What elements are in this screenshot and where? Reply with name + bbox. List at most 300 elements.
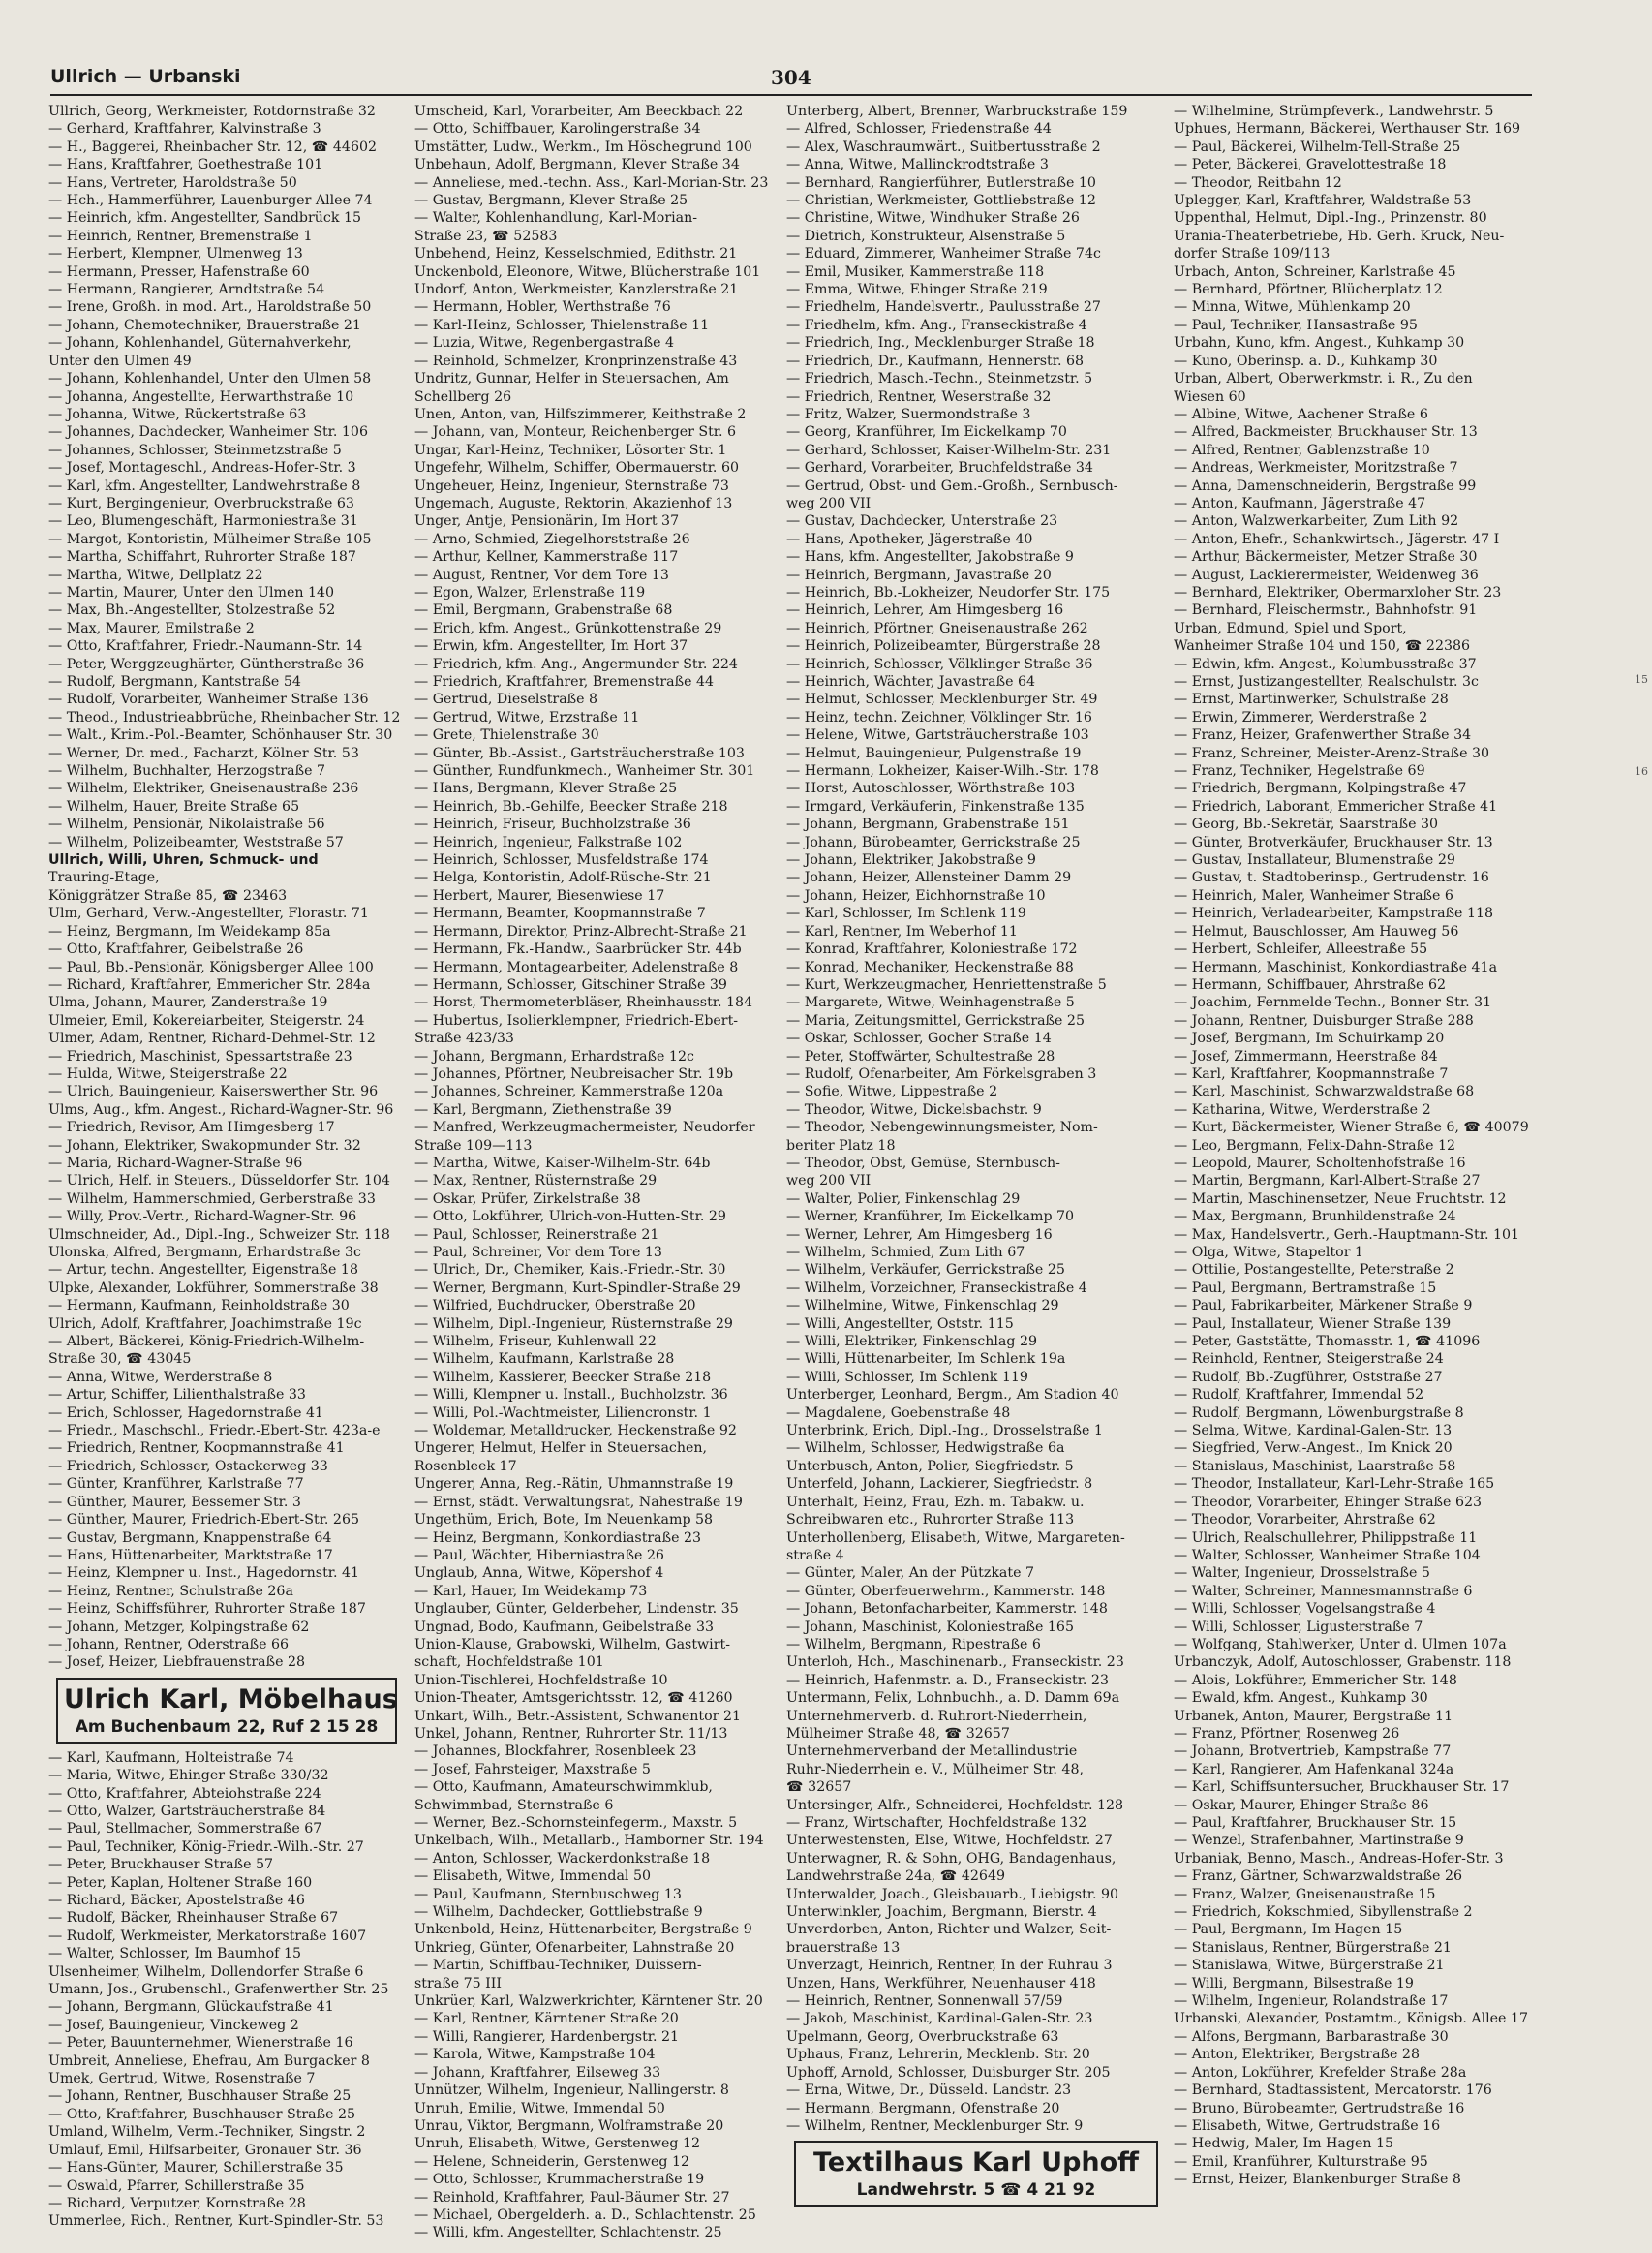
directory-entry: Ungethüm, Erich, Bote, Im Neuenkamp 58 xyxy=(414,1512,714,1528)
directory-entry: Untermann, Felix, Lohnbuchh., a. D. Damm 69a xyxy=(786,1690,1120,1707)
directory-entry: — Hans, Bergmann, Klever Straße 25 xyxy=(414,781,678,797)
directory-entry: — Hans, Apotheker, Jägerstraße 40 xyxy=(786,531,1033,547)
directory-entry: — Kurt, Bäckermeister, Wiener Straße 6, ☎ 40079 xyxy=(1174,1120,1529,1136)
directory-entry: — Heinz, Bergmann, Im Weidekamp 85a xyxy=(48,923,331,940)
directory-entry: Ulma, Johann, Maurer, Zanderstraße 19 xyxy=(48,995,328,1011)
directory-entry: — Ulrich, Realschullehrer, Philippstraße 11 xyxy=(1174,1529,1478,1546)
directory-entry: — Gerhard, Vorarbeiter, Bruchfeldstraße 34 xyxy=(786,460,1093,477)
directory-entry: — Friedrich, Bergmann, Kolpingstraße 47 xyxy=(1174,781,1467,797)
directory-entry: — Peter, Bauunternehmer, Wienerstraße 16 xyxy=(48,2035,353,2052)
directory-entry: — Paul, Schreiner, Vor dem Tore 13 xyxy=(414,1245,662,1260)
directory-entry: — Otto, Kraftfahrer, Buschhauser Straße 25 xyxy=(48,2106,356,2122)
directory-entry: — Wilfried, Buchdrucker, Oberstraße 20 xyxy=(414,1298,696,1314)
directory-entry: — Wilhelm, Verkäufer, Gerrickstraße 25 xyxy=(786,1262,1065,1279)
directory-entry: Umbreit, Anneliese, Ehefrau, Am Burgacker 8 xyxy=(48,2052,370,2069)
directory-entry: — Heinrich, Schlosser, Völklinger Straße 36 xyxy=(786,656,1093,672)
directory-entry: — Wilhelm, Schmied, Zum Lith 67 xyxy=(786,1245,1025,1260)
directory-entry: — Paul, Installateur, Wiener Straße 139 xyxy=(1174,1315,1452,1332)
directory-entry: — Gustav, Bergmann, Knappenstraße 64 xyxy=(48,1529,332,1546)
directory-entry: — Erwin, Zimmerer, Werderstraße 2 xyxy=(1174,709,1428,725)
directory-entry: Unglauber, Günter, Gelderbeher, Lindenstr. 35 xyxy=(414,1601,739,1618)
directory-entry: — Kurt, Bergingenieur, Overbruckstraße 63 xyxy=(48,495,354,511)
directory-entry: — Albine, Witwe, Aachener Straße 6 xyxy=(1174,406,1428,422)
directory-entry: — Paul, Bäckerei, Wilhelm-Tell-Straße 25 xyxy=(1174,139,1461,155)
directory-entry: — Heinz, Bergmann, Konkordiastraße 23 xyxy=(414,1529,702,1546)
directory-entry: — Wilhelm, Pensionär, Nikolaistraße 56 xyxy=(48,817,325,833)
directory-entry: — Max, Bergmann, Brunhildenstraße 24 xyxy=(1174,1209,1456,1225)
directory-entry: Ungerer, Helmut, Helfer in Steuersachen, xyxy=(414,1440,708,1457)
directory-entry: — Woldemar, Metalldrucker, Heckenstraße 92 xyxy=(414,1423,737,1439)
directory-entry: weg 200 VII xyxy=(786,495,872,511)
directory-entry: Urban, Edmund, Spiel und Sport, xyxy=(1174,620,1407,636)
directory-entry: — Helene, Schneiderin, Gerstenweg 12 xyxy=(414,2153,689,2170)
directory-entry: Ungefehr, Wilhelm, Schiffer, Obermauerstr. 60 xyxy=(414,460,740,477)
directory-entry: — Hermann, Direktor, Prinz-Albrecht-Straße 21 xyxy=(414,923,748,940)
directory-entry: — Johann, Kohlenhandel, Unter den Ulmen 58 xyxy=(48,371,372,387)
directory-entry: — Willi, Pol.-Wachtmeister, Liliencronstr. 1 xyxy=(414,1404,712,1421)
directory-entry: Trauring-Etage, xyxy=(48,870,160,886)
directory-entry: — Hermann, Schiffbauer, Ahrstraße 62 xyxy=(1174,976,1447,993)
directory-entry: — Heinrich, Maler, Wanheimer Straße 6 xyxy=(1174,887,1453,904)
directory-entry: — Josef, Bauingenieur, Vinckeweg 2 xyxy=(48,2017,299,2033)
directory-entry: — Paul, Schlosser, Reinerstraße 21 xyxy=(414,1226,659,1243)
directory-entry: Landwehrstraße 24a, ☎ 42649 xyxy=(786,1868,1006,1885)
directory-entry: — Bruno, Bürobeamter, Gertrudstraße 16 xyxy=(1174,2100,1465,2116)
directory-entry: — Martha, Schiffahrt, Ruhrorter Straße 187 xyxy=(48,549,356,566)
directory-entry: — Friedrich, kfm. Ang., Angermunder Str. 224 xyxy=(414,656,738,672)
directory-entry: — Werner, Kranführer, Im Eickelkamp 70 xyxy=(786,1209,1075,1225)
directory-entry: — Rudolf, Bergmann, Kantstraße 54 xyxy=(48,674,301,690)
directory-entry: Unterfeld, Johann, Lackierer, Siegfriedstr. 8 xyxy=(786,1476,1093,1493)
directory-entry: — Hermann, Montagearbeiter, Adelenstraße 8 xyxy=(414,959,739,975)
directory-entry: — Walt., Krim.-Pol.-Beamter, Schönhauser Str. 30 xyxy=(48,727,393,744)
directory-entry: — Alex, Waschraumwärt., Suitbertusstraße 2 xyxy=(786,139,1101,155)
directory-entry: — Johann, Bergmann, Erhardstraße 12c xyxy=(414,1048,694,1065)
directory-entry: — Friedrich, Maschinist, Spessartstraße 23 xyxy=(48,1048,352,1065)
directory-entry: — Arno, Schmied, Ziegelhorststraße 26 xyxy=(414,531,690,547)
directory-entry: Unterwalder, Joach., Gleisbauarb., Liebigstr. 90 xyxy=(786,1886,1119,1902)
directory-entry: ☎ 32657 xyxy=(786,1779,852,1796)
directory-entry: Unterwestensten, Else, Witwe, Hochfeldstr. 27 xyxy=(786,1833,1113,1849)
directory-entry: — Martin, Maurer, Unter den Ulmen 140 xyxy=(48,584,335,601)
margin-mark: 16 xyxy=(1635,765,1648,778)
directory-entry: — Karl, Kraftfahrer, Koopmannstraße 7 xyxy=(1174,1065,1449,1082)
directory-entry: — Gerhard, Schlosser, Kaiser-Wilhelm-Str. 231 xyxy=(786,442,1112,458)
advertisement-title: Textilhaus Karl Uphoff xyxy=(812,2147,1140,2178)
directory-entry: Wanheimer Straße 104 und 150, ☎ 22386 xyxy=(1174,638,1471,655)
directory-entry: — Heinrich, kfm. Angestellter, Sandbrück 15 xyxy=(48,210,362,227)
directory-entry: — Wilhelm, Hauer, Breite Straße 65 xyxy=(48,798,300,815)
directory-entry: — Alfons, Bergmann, Barbarastraße 30 xyxy=(1174,2028,1449,2045)
directory-entry: — Johann, Rentner, Buschhauser Straße 25 xyxy=(48,2088,352,2105)
directory-entry: — Wenzel, Strafenbahner, Martinstraße 9 xyxy=(1174,1833,1464,1849)
directory-entry: — Theodor, Installateur, Karl-Lehr-Straße 165 xyxy=(1174,1476,1495,1493)
directory-entry: — Johann, Betonfacharbeiter, Kammerstr. 148 xyxy=(786,1601,1108,1618)
directory-entry: Urbahn, Kuno, kfm. Angest., Kuhkamp 30 xyxy=(1174,335,1465,352)
directory-entry: Unger, Antje, Pensionärin, Im Hort 37 xyxy=(414,513,680,530)
directory-entry: Ruhr-Niederrhein e. V., Mülheimer Str. 48, xyxy=(786,1761,1084,1777)
directory-entry: weg 200 VII xyxy=(786,1173,872,1189)
directory-entry: — Heinrich, Verladearbeiter, Kampstraße 118 xyxy=(1174,906,1494,922)
directory-entry: — Willi, kfm. Angestellter, Schlachtenstr. 25 xyxy=(414,2225,722,2241)
directory-entry: — Hans, Hüttenarbeiter, Marktstraße 17 xyxy=(48,1547,333,1563)
directory-entry: — Wilhelmine, Strümpfeverk., Landwehrstr. 5 xyxy=(1174,104,1494,119)
directory-entry: — Paul, Fabrikarbeiter, Märkener Straße 9 xyxy=(1174,1298,1473,1314)
directory-entry: — Horst, Thermometerbläser, Rheinhausstr. 184 xyxy=(414,995,753,1011)
directory-entry: — Wilhelm, Kaufmann, Karlstraße 28 xyxy=(414,1351,675,1368)
directory-entry: Unkenbold, Heinz, Hüttenarbeiter, Bergstraße 9 xyxy=(414,1922,752,1938)
directory-entry: — Anna, Damenschneiderin, Bergstraße 99 xyxy=(1174,478,1477,494)
directory-entry: — Ernst, Justizangestellter, Realschulstr. 3c xyxy=(1174,674,1479,690)
directory-entry: — Leo, Blumengeschäft, Harmoniestraße 31 xyxy=(48,513,358,530)
directory-entry: — Werner, Bez.-Schornsteinfegerm., Maxstr. 5 xyxy=(414,1815,738,1831)
directory-entry: — Günter, Kranführer, Karlstraße 77 xyxy=(48,1476,304,1493)
directory-entry: Ullrich, Georg, Werkmeister, Rotdornstraße 32 xyxy=(48,104,376,119)
directory-entry: — Anneliese, med.-techn. Ass., Karl-Morian-Str. 23 xyxy=(414,174,769,191)
directory-entry: — Johann, van, Monteur, Reichenberger Str. 6 xyxy=(414,424,737,441)
directory-entry: — Hermann, Kaufmann, Reinholdstraße 30 xyxy=(48,1298,350,1314)
directory-entry: — Walter, Kohlenhandlung, Karl-Morian- xyxy=(414,210,698,227)
directory-entry: — Oswald, Pfarrer, Schillerstraße 35 xyxy=(48,2177,305,2194)
directory-entry: — Edwin, kfm. Angest., Kolumbusstraße 37 xyxy=(1174,656,1477,672)
directory-entry: — Stanislaus, Rentner, Bürgerstraße 21 xyxy=(1174,1939,1452,1956)
directory-entry: Schreibwaren etc., Ruhrorter Straße 113 xyxy=(786,1512,1075,1528)
directory-entry: Unter den Ulmen 49 xyxy=(48,353,192,369)
directory-entry: — Erwin, kfm. Angestellter, Im Hort 37 xyxy=(414,638,688,655)
directory-entry: — Josef, Bergmann, Im Schuirkamp 20 xyxy=(1174,1031,1445,1047)
directory-entry: — Willi, Schlosser, Im Schlenk 119 xyxy=(786,1369,1028,1385)
directory-entry: — Maria, Zeitungsmittel, Gerrickstraße 25 xyxy=(786,1012,1085,1029)
directory-entry: — Friedrich, Revisor, Am Himgesberg 17 xyxy=(48,1120,335,1136)
directory-entry: — Johann, Heizer, Allensteiner Damm 29 xyxy=(786,870,1072,886)
directory-entry: Unkrieg, Günter, Ofenarbeiter, Lahnstraße 20 xyxy=(414,1939,735,1956)
directory-entry: — Helmut, Schlosser, Mecklenburger Str. 49 xyxy=(786,692,1098,708)
directory-entry: — Herbert, Maurer, Biesenwiese 17 xyxy=(414,887,665,904)
directory-entry: — Jakob, Maschinist, Kardinal-Galen-Str. 23 xyxy=(786,2011,1093,2027)
directory-entry: — Willi, Schlosser, Vogelsangstraße 4 xyxy=(1174,1601,1436,1618)
directory-entry: — Elisabeth, Witwe, Gertrudstraße 16 xyxy=(1174,2117,1441,2134)
directory-entry: Unkart, Wilh., Betr.-Assistent, Schwanentor 21 xyxy=(414,1708,742,1724)
directory-entry: Union-Tischlerei, Hochfeldstraße 10 xyxy=(414,1672,668,1688)
directory-entry: — Manfred, Werkzeugmachermeister, Neudorfer xyxy=(414,1120,755,1136)
directory-entry: Uphaus, Franz, Lehrerin, Mecklenb. Str. 20 xyxy=(786,2047,1090,2063)
directory-entry: — Paul, Wächter, Hiberniastraße 26 xyxy=(414,1547,664,1563)
directory-entry: Königgrätzer Straße 85, ☎ 23463 xyxy=(48,887,288,904)
directory-entry: — Heinrich, Ingenieur, Falkstraße 102 xyxy=(414,834,683,850)
directory-entry: — Luzia, Witwe, Regenbergastraße 4 xyxy=(414,335,675,352)
directory-entry: — Günter, Maler, An der Pützkate 7 xyxy=(786,1565,1035,1582)
directory-entry: — Arthur, Kellner, Kammerstraße 117 xyxy=(414,549,679,566)
directory-entry: — Karl, Kaufmann, Holteistraße 74 xyxy=(48,1749,294,1766)
directory-entry: Rosenbleek 17 xyxy=(414,1458,517,1474)
directory-entry: — Rudolf, Ofenarbeiter, Am Förkelsgraben 3 xyxy=(786,1065,1097,1082)
directory-entry: Straße 30, ☎ 43045 xyxy=(48,1351,192,1368)
directory-entry: — Selma, Witwe, Kardinal-Galen-Str. 13 xyxy=(1174,1423,1453,1439)
directory-entry: — Gustav, t. Stadtoberinsp., Gertrudenstr. 16 xyxy=(1174,870,1489,886)
directory-entry: Urbanski, Alexander, Postamtm., Königsb. Allee 17 xyxy=(1174,2011,1529,2027)
directory-entry: — Willi, Elektriker, Finkenschlag 29 xyxy=(786,1334,1037,1350)
directory-entry: Ulpke, Alexander, Lokführer, Sommerstraße 38 xyxy=(48,1280,379,1296)
directory-entry: — Gertrud, Witwe, Erzstraße 11 xyxy=(414,709,640,725)
directory-entry: — Alfred, Schlosser, Friedenstraße 44 xyxy=(786,121,1052,138)
directory-entry: — Josef, Zimmermann, Heerstraße 84 xyxy=(1174,1048,1438,1065)
directory-entry: Ulonska, Alfred, Bergmann, Erhardstraße 3c xyxy=(48,1245,361,1260)
directory-entry: Straße 23, ☎ 52583 xyxy=(414,228,558,244)
directory-entry: — Wilhelm, Elektriker, Gneisenaustraße 236 xyxy=(48,781,359,797)
page-number: 304 xyxy=(771,66,811,89)
directory-entry: Schwimmbad, Sternstraße 6 xyxy=(414,1797,614,1813)
directory-entry: Unterberger, Leonhard, Bergm., Am Stadion 40 xyxy=(786,1387,1119,1404)
directory-entry: — Heinrich, Wächter, Javastraße 64 xyxy=(786,674,1036,690)
directory-entry: — Wolfgang, Stahlwerker, Unter d. Ulmen 107a xyxy=(1174,1636,1507,1652)
directory-entry: — Wilhelm, Polizeibeamter, Weststraße 57 xyxy=(48,834,344,850)
directory-entry: — Ulrich, Dr., Chemiker, Kais.-Friedr.-Str. 30 xyxy=(414,1262,726,1279)
directory-entry: — Franz, Techniker, Hegelstraße 69 xyxy=(1174,763,1425,780)
directory-entry: — Hermann, Beamter, Koopmannstraße 7 xyxy=(414,906,706,922)
directory-entry: — Martin, Schiffbau-Techniker, Duissern- xyxy=(414,1958,702,1974)
directory-entry: — Emil, Musiker, Kammerstraße 118 xyxy=(786,263,1045,280)
advertisement-subline: Landwehrstr. 5 ☎ 4 21 92 xyxy=(856,2180,1096,2201)
directory-entry: — Bernhard, Pförtner, Blücherplatz 12 xyxy=(1174,282,1443,298)
directory-entry: — Walter, Polier, Finkenschlag 29 xyxy=(786,1190,1021,1207)
directory-entry: — Johann, Heizer, Eichhornstraße 10 xyxy=(786,887,1046,904)
directory-entry: — Gertrud, Obst- und Gem.-Großh., Sernbusch- xyxy=(786,478,1118,494)
directory-entry: — Albert, Bäckerei, König-Friedrich-Wilhelm- xyxy=(48,1334,365,1350)
directory-entry: — Willi, Klempner u. Install., Buchholzstr. 36 xyxy=(414,1387,728,1404)
directory-entry: — Hans, Kraftfahrer, Goethestraße 101 xyxy=(48,157,323,173)
directory-entry: — Johannes, Blockfahrer, Rosenbleek 23 xyxy=(414,1744,697,1760)
directory-entry: — Herbert, Schleifer, Alleestraße 55 xyxy=(1174,941,1428,958)
directory-entry: Ulm, Gerhard, Verw.-Angestellter, Florastr. 71 xyxy=(48,906,369,922)
directory-entry: — Walter, Ingenieur, Drosselstraße 5 xyxy=(1174,1565,1430,1582)
directory-entry: — Richard, Verputzer, Kornstraße 28 xyxy=(48,2195,306,2211)
directory-entry: Union-Klause, Grabowski, Wilhelm, Gastwirt- xyxy=(414,1636,730,1652)
directory-entry: — Johannes, Schlosser, Steinmetzstraße 5 xyxy=(48,442,342,458)
directory-entry: — Heinz, Schiffsführer, Ruhrorter Straße 187 xyxy=(48,1601,366,1618)
directory-entry: — Joachim, Fernmelde-Techn., Bonner Str. 31 xyxy=(1174,995,1492,1011)
directory-entry: — Rudolf, Kraftfahrer, Immendal 52 xyxy=(1174,1387,1424,1404)
directory-entry: — Karl, Rentner, Im Weberhof 11 xyxy=(786,923,1018,940)
directory-entry: — Karl, Maschinist, Schwarzwaldstraße 68 xyxy=(1174,1084,1475,1100)
directory-entry: — Hermann, Schlosser, Gitschiner Straße 39 xyxy=(414,976,727,993)
directory-entry: — Erich, kfm. Angest., Grünkottenstraße 29 xyxy=(414,620,722,636)
directory-entry: Ummerlee, Rich., Rentner, Kurt-Spindler-Str. 53 xyxy=(48,2213,384,2230)
directory-entry: — Richard, Bäcker, Apostelstraße 46 xyxy=(48,1893,305,1908)
directory-entry: — Heinrich, Bb.-Gehilfe, Beecker Straße 218 xyxy=(414,798,728,815)
directory-entry: — Andreas, Werkmeister, Moritzstraße 7 xyxy=(1174,460,1458,477)
directory-entry: — Karl-Heinz, Schlosser, Thielenstraße 11 xyxy=(414,317,710,333)
directory-entry: Ulrich, Adolf, Kraftfahrer, Joachimstraße 19c xyxy=(48,1315,362,1332)
directory-entry: — Friedr., Maschschl., Friedr.-Ebert-Str. 423a-e xyxy=(48,1423,381,1439)
directory-entry: — Peter, Kaplan, Holtener Straße 160 xyxy=(48,1874,313,1891)
directory-entry: Unterloh, Hch., Maschinenarb., Franseckistr. 23 xyxy=(786,1654,1124,1671)
directory-entry: — Franz, Walzer, Gneisenaustraße 15 xyxy=(1174,1886,1436,1902)
directory-entry: — Oskar, Maurer, Ehinger Straße 86 xyxy=(1174,1797,1429,1813)
directory-entry: — Heinrich, Hafenmstr. a. D., Franseckistr. 23 xyxy=(786,1672,1109,1688)
directory-entry: — Wilhelm, Rentner, Mecklenburger Str. 9 xyxy=(786,2117,1084,2134)
directory-entry: straße 75 III xyxy=(414,1975,502,1991)
directory-entry: — Gerhard, Kraftfahrer, Kalvinstraße 3 xyxy=(48,121,321,138)
directory-entry: — Reinhold, Rentner, Steigerstraße 24 xyxy=(1174,1351,1444,1368)
directory-entry: Unzen, Hans, Werkführer, Neuenhauser 418 xyxy=(786,1975,1096,1991)
directory-entry: — Peter, Werggzeughärter, Güntherstraße 36 xyxy=(48,656,365,672)
directory-entry: Ulms, Aug., kfm. Angest., Richard-Wagner-Str. 96 xyxy=(48,1101,394,1118)
directory-entry: — Rudolf, Werkmeister, Merkatorstraße 1607 xyxy=(48,1928,367,1944)
directory-entry: — Emil, Bergmann, Grabenstraße 68 xyxy=(414,602,673,619)
directory-entry: — Michael, Obergelderh. a. D., Schlachtenstr. 25 xyxy=(414,2207,756,2223)
directory-entry: — Werner, Bergmann, Kurt-Spindler-Straße 29 xyxy=(414,1280,741,1296)
directory-entry: — Friedrich, Kraftfahrer, Bremenstraße 44 xyxy=(414,674,715,690)
directory-column-1 xyxy=(48,103,405,2230)
directory-entry: — Anton, Schlosser, Wackerdonkstraße 18 xyxy=(414,1850,711,1867)
directory-entry: — Minna, Witwe, Mühlenkamp 20 xyxy=(1174,299,1411,316)
directory-entry: — Karl, Rentner, Kärntener Straße 20 xyxy=(414,2011,679,2027)
directory-entry: — Maria, Richard-Wagner-Straße 96 xyxy=(48,1155,303,1171)
directory-entry: — Karl, Bergmann, Ziethenstraße 39 xyxy=(414,1101,672,1118)
directory-entry: — Günther, Maurer, Friedrich-Ebert-Str. 265 xyxy=(48,1512,360,1528)
directory-entry: — Günther, Maurer, Bessemer Str. 3 xyxy=(48,1494,301,1510)
directory-entry: — Ulrich, Helf. in Steuers., Düsseldorfer Str. 104 xyxy=(48,1173,390,1189)
directory-entry: Unverzagt, Heinrich, Rentner, In der Ruhrau 3 xyxy=(786,1958,1113,1974)
directory-entry: — Arthur, Bäckermeister, Metzer Straße 30 xyxy=(1174,549,1478,566)
directory-entry: — Georg, Kranführer, Im Eickelkamp 70 xyxy=(786,424,1067,441)
directory-entry: Straße 109—113 xyxy=(414,1137,533,1154)
directory-entry: — Theod., Industrieabbrüche, Rheinbacher Str. 12 xyxy=(48,709,401,725)
directory-entry: — Eduard, Zimmerer, Wanheimer Straße 74c xyxy=(786,246,1101,262)
directory-entry: — Ernst, Martinwerker, Schulstraße 28 xyxy=(1174,692,1449,708)
directory-entry: — Ernst, Heizer, Blankenburger Straße 8 xyxy=(1174,2172,1461,2188)
directory-entry: Uphues, Hermann, Bäckerei, Werthauser Str. 169 xyxy=(1174,121,1521,138)
directory-entry: Untersinger, Alfr., Schneiderei, Hochfeldstr. 128 xyxy=(786,1797,1124,1813)
directory-entry: Ulmschneider, Ad., Dipl.-Ing., Schweizer Str. 118 xyxy=(48,1226,390,1243)
directory-entry: Upelmann, Georg, Overbruckstraße 63 xyxy=(786,2028,1059,2045)
advertisement-box xyxy=(56,1678,397,1744)
directory-entry: — Wilhelmine, Witwe, Finkenschlag 29 xyxy=(786,1298,1059,1314)
advertisement-subline: Am Buchenbaum 22, Ruf 2 15 28 xyxy=(75,1716,379,1737)
directory-entry: Unbehaun, Adolf, Bergmann, Klever Straße 34 xyxy=(414,157,740,173)
directory-entry: — Heinz, techn. Zeichner, Völklinger Str. 16 xyxy=(786,709,1092,725)
directory-entry: — Heinrich, Lehrer, Am Himgesberg 16 xyxy=(786,602,1064,619)
directory-entry: schaft, Hochfeldstraße 101 xyxy=(414,1654,604,1671)
directory-entry: — Peter, Gaststätte, Thomasstr. 1, ☎ 41096 xyxy=(1174,1334,1481,1350)
directory-entry: — Karl, kfm. Angestellter, Landwehrstraße 8 xyxy=(48,478,361,494)
directory-column-3 xyxy=(786,103,1166,2224)
directory-entry: Ungnad, Bodo, Kaufmann, Geibelstraße 33 xyxy=(414,1619,715,1635)
directory-entry: — Willi, Rangierer, Hardenbergstr. 21 xyxy=(414,2028,680,2045)
directory-entry: — Herbert, Klempner, Ulmenweg 13 xyxy=(48,246,303,262)
directory-entry: — Karola, Witwe, Kampstraße 104 xyxy=(414,2047,656,2063)
directory-entry: — Josef, Montageschl., Andreas-Hofer-Str. 3 xyxy=(48,460,356,477)
directory-entry: — Hermann, Bergmann, Ofenstraße 20 xyxy=(786,2100,1060,2116)
directory-entry: Unverdorben, Anton, Richter und Walzer, Seit- xyxy=(786,1922,1112,1938)
directory-entry: — Theodor, Nebengewinnungsmeister, Nom- xyxy=(786,1120,1098,1136)
directory-entry: Urania-Theaterbetriebe, Hb. Gerh. Kruck, Neu- xyxy=(1174,228,1505,244)
directory-entry: Urbanczyk, Adolf, Autoschlosser, Grabenstr. 118 xyxy=(1174,1654,1512,1671)
directory-entry: — Katharina, Witwe, Werderstraße 2 xyxy=(1174,1101,1431,1118)
directory-entry: — Johann, Rentner, Oderstraße 66 xyxy=(48,1636,290,1652)
directory-entry: — Heinrich, Pförtner, Gneisenaustraße 262 xyxy=(786,620,1088,636)
directory-entry: — Olga, Witwe, Stapeltor 1 xyxy=(1174,1245,1364,1260)
directory-entry: — Horst, Autoschlosser, Wörthstraße 103 xyxy=(786,781,1076,797)
directory-entry: Unrau, Viktor, Bergmann, Wolframstraße 20 xyxy=(414,2117,724,2134)
directory-entry: — Karl, Schiffsuntersucher, Bruckhauser Str. 17 xyxy=(1174,1779,1510,1796)
directory-column-4 xyxy=(1174,103,1540,2224)
directory-entry: — Anton, Ehefr., Schankwirtsch., Jägerstr. 47 I xyxy=(1174,531,1500,547)
directory-entry: — Walter, Schreiner, Mannesmannstraße 6 xyxy=(1174,1583,1473,1599)
directory-entry: — Wilhelm, Vorzeichner, Franseckistraße 4 xyxy=(786,1280,1087,1296)
directory-entry: — Bernhard, Rangierführer, Butlerstraße 10 xyxy=(786,174,1096,191)
directory-entry: Uphoff, Arnold, Schlosser, Duisburger Str. 205 xyxy=(786,2064,1111,2081)
directory-entry: — Johann, Rentner, Duisburger Straße 288 xyxy=(1174,1012,1474,1029)
directory-entry: — Friedrich, Dr., Kaufmann, Hennerstr. 68 xyxy=(786,353,1085,369)
directory-entry: — August, Lackierermeister, Weidenweg 36 xyxy=(1174,567,1479,583)
directory-entry: Umland, Wilhelm, Verm.-Techniker, Singstr. 2 xyxy=(48,2124,366,2141)
directory-entry: — Johannes, Schreiner, Kammerstraße 120a xyxy=(414,1084,724,1100)
directory-entry: — Friedrich, Laborant, Emmericher Straße 41 xyxy=(1174,798,1498,815)
directory-entry: — Max, Bh.-Angestellter, Stolzestraße 52 xyxy=(48,602,336,619)
directory-entry: Schellberg 26 xyxy=(414,388,512,405)
directory-entry: — Kurt, Werkzeugmacher, Henriettenstraße 5 xyxy=(786,976,1107,993)
directory-entry: — Hubertus, Isolierklempner, Friedrich-Ebert- xyxy=(414,1012,739,1029)
directory-entry: — Theodor, Obst, Gemüse, Sternbusch- xyxy=(786,1155,1060,1171)
directory-entry: — Otto, Schiffbauer, Karolingerstraße 34 xyxy=(414,121,701,138)
directory-entry: — Helmut, Bauschlosser, Am Hauweg 56 xyxy=(1174,923,1459,940)
directory-entry: — Reinhold, Schmelzer, Kronprinzenstraße 43 xyxy=(414,353,738,369)
directory-entry: Ulmeier, Emil, Kokereiarbeiter, Steigerstr. 24 xyxy=(48,1012,365,1029)
directory-entry: — Martha, Witwe, Kaiser-Wilhelm-Str. 64b xyxy=(414,1155,711,1171)
directory-entry: — Wilhelm, Bergmann, Ripestraße 6 xyxy=(786,1636,1041,1652)
running-head-names: Ullrich — Urbanski xyxy=(50,66,241,87)
directory-entry: — Ottilie, Postangestellte, Peterstraße 2 xyxy=(1174,1262,1454,1279)
directory-entry: — Erich, Schlosser, Hagedornstraße 41 xyxy=(48,1404,324,1421)
directory-entry: — Karl, Schlosser, Im Schlenk 119 xyxy=(786,906,1026,922)
directory-entry: Umek, Gertrud, Witwe, Rosenstraße 7 xyxy=(48,2071,316,2087)
directory-entry: — Friedrich, Rentner, Koopmannstraße 41 xyxy=(48,1440,345,1457)
directory-entry: — Günter, Brotverkäufer, Bruckhauser Str. 13 xyxy=(1174,834,1493,850)
directory-entry: — Paul, Bb.-Pensionär, Königsberger Allee 100 xyxy=(48,959,374,975)
directory-entry: — Otto, Lokführer, Ulrich-von-Hutten-Str. 29 xyxy=(414,1209,726,1225)
directory-entry: — Hermann, Lokheizer, Kaiser-Wilh.-Str. 178 xyxy=(786,763,1099,780)
directory-entry: — Martin, Bergmann, Karl-Albert-Straße 27 xyxy=(1174,1173,1481,1189)
directory-entry: Unruh, Elisabeth, Witwe, Gerstenweg 12 xyxy=(414,2136,701,2152)
directory-entry: Unterhollenberg, Elisabeth, Witwe, Margareten- xyxy=(786,1529,1125,1546)
directory-entry: — Alfred, Rentner, Gablenzstraße 10 xyxy=(1174,442,1430,458)
directory-entry: — Christine, Witwe, Windhuker Straße 26 xyxy=(786,210,1080,227)
directory-entry: — Bernhard, Elektriker, Obermarxloher Str. 23 xyxy=(1174,584,1502,601)
directory-entry: — Grete, Thielenstraße 30 xyxy=(414,727,599,744)
advertisement-box xyxy=(794,2141,1158,2207)
directory-entry: — Theodor, Vorarbeiter, Ehinger Straße 623 xyxy=(1174,1494,1483,1510)
directory-entry: — August, Rentner, Vor dem Tore 13 xyxy=(414,567,669,583)
directory-entry: Ungerer, Anna, Reg.-Rätin, Uhmannstraße 19 xyxy=(414,1476,734,1493)
directory-entry: — Hans-Günter, Maurer, Schillerstraße 35 xyxy=(48,2160,344,2176)
directory-entry: — Paul, Stellmacher, Sommerstraße 67 xyxy=(48,1821,322,1837)
directory-entry: Ungeheuer, Heinz, Ingenieur, Sternstraße 73 xyxy=(414,478,729,494)
directory-entry: — Wilhelm, Schlosser, Hedwigstraße 6a xyxy=(786,1440,1065,1457)
directory-entry: Unkrüer, Karl, Walzwerkrichter, Kärntener Str. 20 xyxy=(414,1993,763,2010)
directory-column-2 xyxy=(414,103,780,2241)
directory-entry: — Rudolf, Vorarbeiter, Wanheimer Straße 136 xyxy=(48,692,369,708)
directory-entry: — Otto, Walzer, Gartsträucherstraße 84 xyxy=(48,1803,326,1819)
directory-entry: Unterberg, Albert, Brenner, Warbruckstraße 159 xyxy=(786,104,1128,119)
directory-entry: — Konrad, Kraftfahrer, Koloniestraße 172 xyxy=(786,941,1078,958)
directory-entry: — Kuno, Oberinsp. a. D., Kuhkamp 30 xyxy=(1174,353,1438,369)
directory-entry: — Bernhard, Stadtassistent, Mercatorstr. 176 xyxy=(1174,2083,1492,2099)
directory-entry: — Paul, Kraftfahrer, Bruckhauser Str. 15 xyxy=(1174,1815,1457,1831)
header-rule xyxy=(50,94,1532,96)
directory-entry: — Sofie, Witwe, Lippestraße 2 xyxy=(786,1084,998,1100)
directory-entry: — Heinrich, Friseur, Buchholzstraße 36 xyxy=(414,817,691,833)
